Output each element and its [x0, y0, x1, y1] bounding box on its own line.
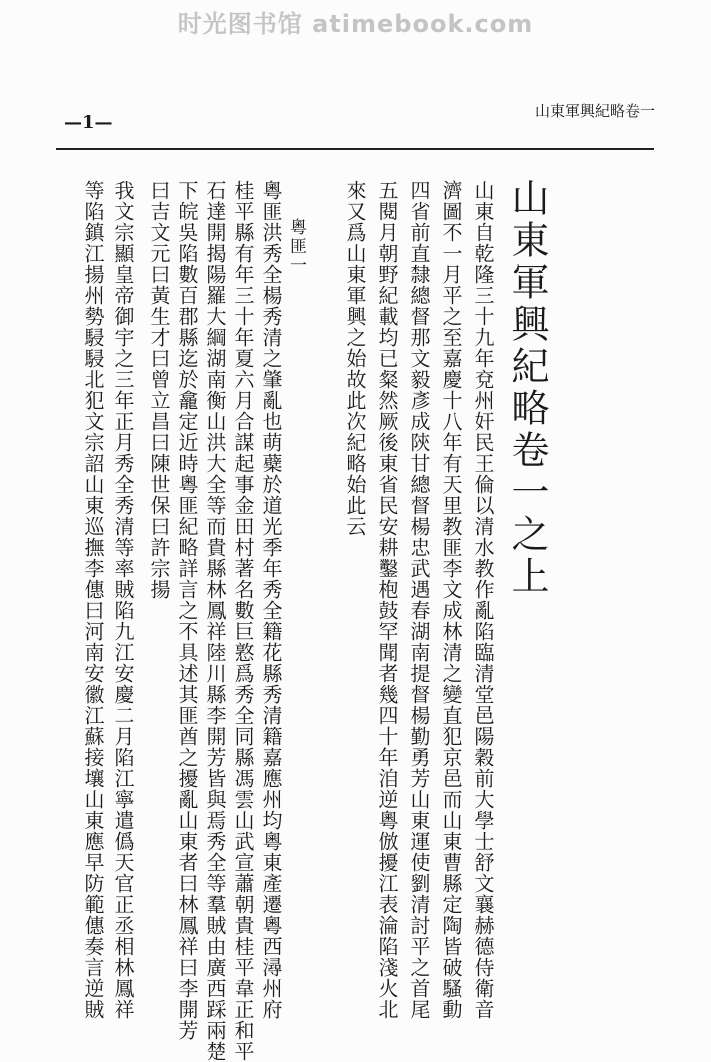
- text-column: 濟圖不一月平之至嘉慶十八年有天里教匪李文成林清之變直犯京邑而山東曹縣定陶皆破騷動: [439, 180, 463, 1020]
- page-number: —1—: [64, 112, 113, 133]
- text-column: 粵匪洪秀全楊秀清之肇亂也萌蘗於道光季年秀全籍花縣秀清籍嘉應州均粵東產遷粵西潯州府: [259, 180, 283, 1020]
- text-column: 我文宗顯皇帝御宇之三年正月秀全秀清等率賊陷九江安慶二月陷江寧遣僞天官正丞相林鳳祥: [111, 180, 135, 1020]
- header-rule: [56, 148, 654, 150]
- section-heading: 粵匪一: [286, 218, 306, 275]
- text-column: 山東自乾隆三十九年兗州奸民王倫以清水教作亂陷臨清堂邑陽穀前大學士舒文襄赫德侍衛音: [471, 180, 495, 1020]
- text-column: 石達開揭陽羅大綱湖南衡山洪大全等而貴縣林鳳祥陸川縣李開芳皆與焉秀全等羣賊由廣西踩兩楚: [203, 180, 227, 1062]
- watermark: 时光图书馆 atimebook.com: [177, 10, 534, 38]
- text-column: 曰吉文元曰黃生才曰曾立昌曰陳世保曰許宗揚: [147, 180, 171, 600]
- book-title: 山東軍興紀略卷一之上: [505, 178, 549, 598]
- text-column: 來又爲山東軍興之始故此次紀略始此云: [343, 180, 367, 537]
- text-column: 下皖吳陷數百郡縣迄於龕定近時粵匪紀略詳言之不具述其匪酋之擾亂山東者曰林鳳祥曰李開芳: [175, 180, 199, 1041]
- text-column: 五閱月朝野紀載均已粲然厥後東省民安耕鑿枹鼓罕聞者幾四十年洎逆粵倣擾江表淪陷淺火北: [375, 180, 399, 1020]
- text-column: 等陷鎮江揚州勢駸駸北犯文宗詔山東巡撫李僡曰河南安徽江蘇接壤山東應早防範僡奏言逆賊: [81, 180, 105, 1020]
- running-head: 山東軍興紀略卷一: [535, 102, 656, 120]
- text-column: 桂平縣有年三十年夏六月合謀起事金田村著名數巨憝爲秀全同縣馮雲山武宣蕭朝貴桂平韋正和平: [231, 180, 255, 1062]
- text-column: 四省前直隸總督那文毅彥成陝甘總督楊忠武遇春湖南提督楊勤勇芳山東運使劉清討平之首尾: [407, 180, 431, 1020]
